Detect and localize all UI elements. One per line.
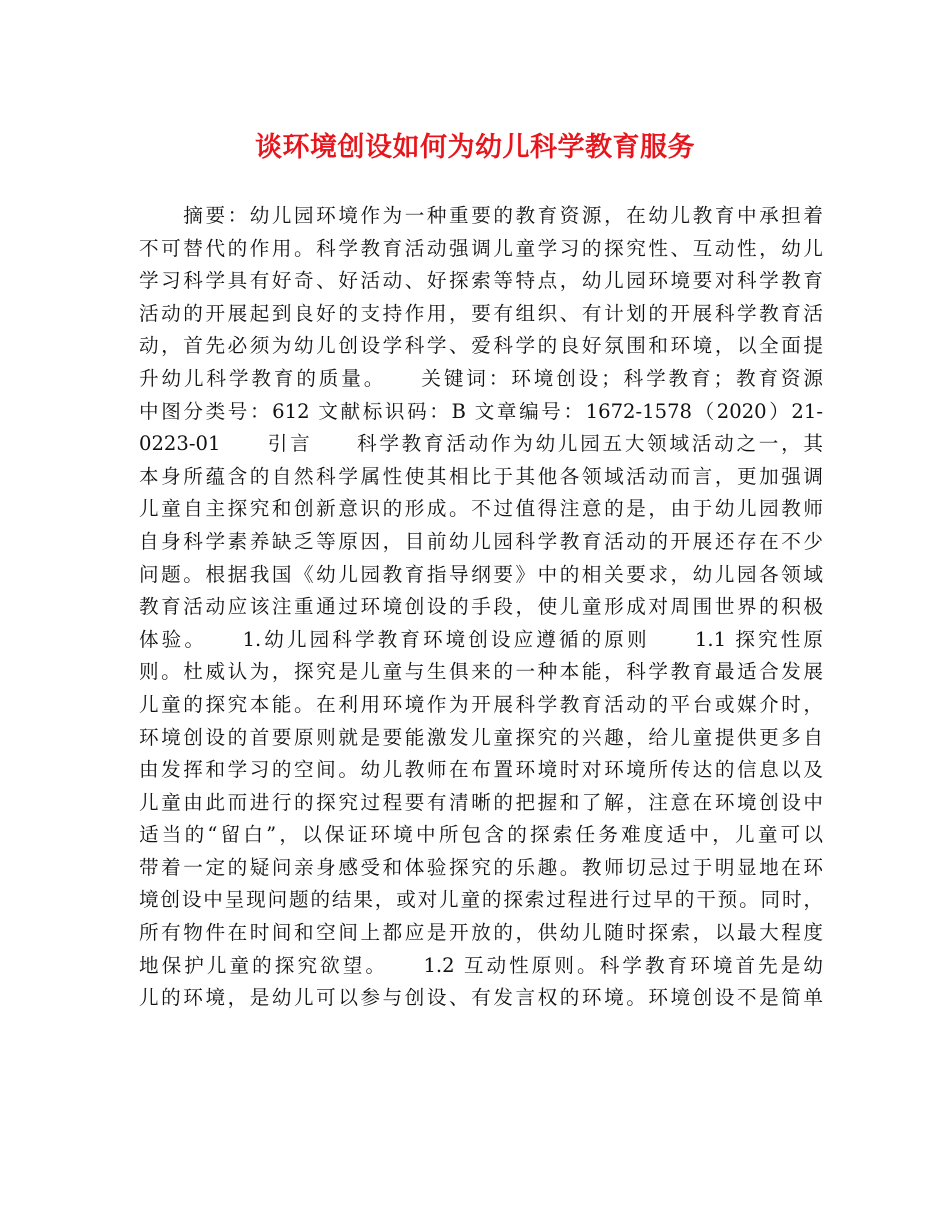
body-line: 由发挥和学习的空间。幼儿教师在布置环境时对环境所传达的信息以及 — [139, 758, 823, 782]
body-line: 教育活动应该注重通过环境创设的手段，使儿童形成对周围世界的积极 — [139, 595, 823, 619]
body-line: 儿的环境，是幼儿可以参与创设、有发言权的环境。环境创设不是简单 — [139, 986, 823, 1010]
document-title: 谈环境创设如何为幼儿科学教育服务 — [255, 132, 695, 163]
body-line: 0223-01 引言 科学教育活动作为幼儿园五大领域活动之一，其 — [139, 432, 823, 456]
body-line: 本身所蕴含的自然科学属性使其相比于其他各领域活动而言，更加强调 — [139, 464, 823, 488]
body-line: 升幼儿科学教育的质量。 关键词：环境创设；科学教育；教育资源 — [139, 366, 823, 390]
document-body — [139, 200, 823, 1015]
body-line: 动，首先必须为幼儿创设学科学、爱科学的良好氛围和环境，以全面提 — [139, 334, 823, 358]
body-line: 环境创设的首要原则就是要能激发儿童探究的兴趣，给儿童提供更多自 — [139, 725, 823, 749]
body-line: 问题。根据我国《幼儿园教育指导纲要》中的相关要求，幼儿园各领域 — [139, 562, 823, 586]
body-line: 所有物件在时间和空间上都应是开放的，供幼儿随时探索，以最大程度 — [139, 921, 823, 945]
body-line: 儿童由此而进行的探究过程要有清晰的把握和了解，注意在环境创设中 — [139, 790, 823, 814]
body-line: 中图分类号：612 文献标识码：B 文章编号：1672-1578（2020）21- — [139, 399, 823, 423]
body-line: 境创设中呈现问题的结果，或对儿童的探索过程进行过早的干预。同时， — [139, 888, 823, 912]
body-line: 则。杜威认为，探究是儿童与生俱来的一种本能，科学教育最适合发展 — [139, 660, 823, 684]
body-line: 活动的开展起到良好的支持作用，要有组织、有计划的开展科学教育活 — [139, 301, 823, 325]
body-line: 体验。 1.幼儿园科学教育环境创设应遵循的原则 1.1 探究性原 — [139, 627, 823, 651]
body-line: 不可替代的作用。科学教育活动强调儿童学习的探究性、互动性，幼儿 — [139, 236, 823, 260]
body-line: 地保护儿童的探究欲望。 1.2 互动性原则。科学教育环境首先是幼 — [139, 953, 823, 977]
body-line: 自身科学素养缺乏等原因，目前幼儿园科学教育活动的开展还存在不少 — [139, 529, 823, 553]
body-line: 儿童自主探究和创新意识的形成。不过值得注意的是，由于幼儿园教师 — [139, 497, 823, 521]
body-line: 学习科学具有好奇、好活动、好探索等特点，幼儿园环境要对科学教育 — [139, 269, 823, 293]
body-line: 儿童的探究本能。在利用环境作为开展科学教育活动的平台或媒介时， — [139, 692, 823, 716]
body-line: 摘要：幼儿园环境作为一种重要的教育资源，在幼儿教育中承担着 — [139, 204, 823, 227]
body-line: 带着一定的疑问亲身感受和体验探究的乐趣。教师切忌过于明显地在环 — [139, 855, 823, 879]
body-line: 适当的“留白”，以保证环境中所包含的探索任务难度适中，儿童可以 — [139, 823, 823, 847]
